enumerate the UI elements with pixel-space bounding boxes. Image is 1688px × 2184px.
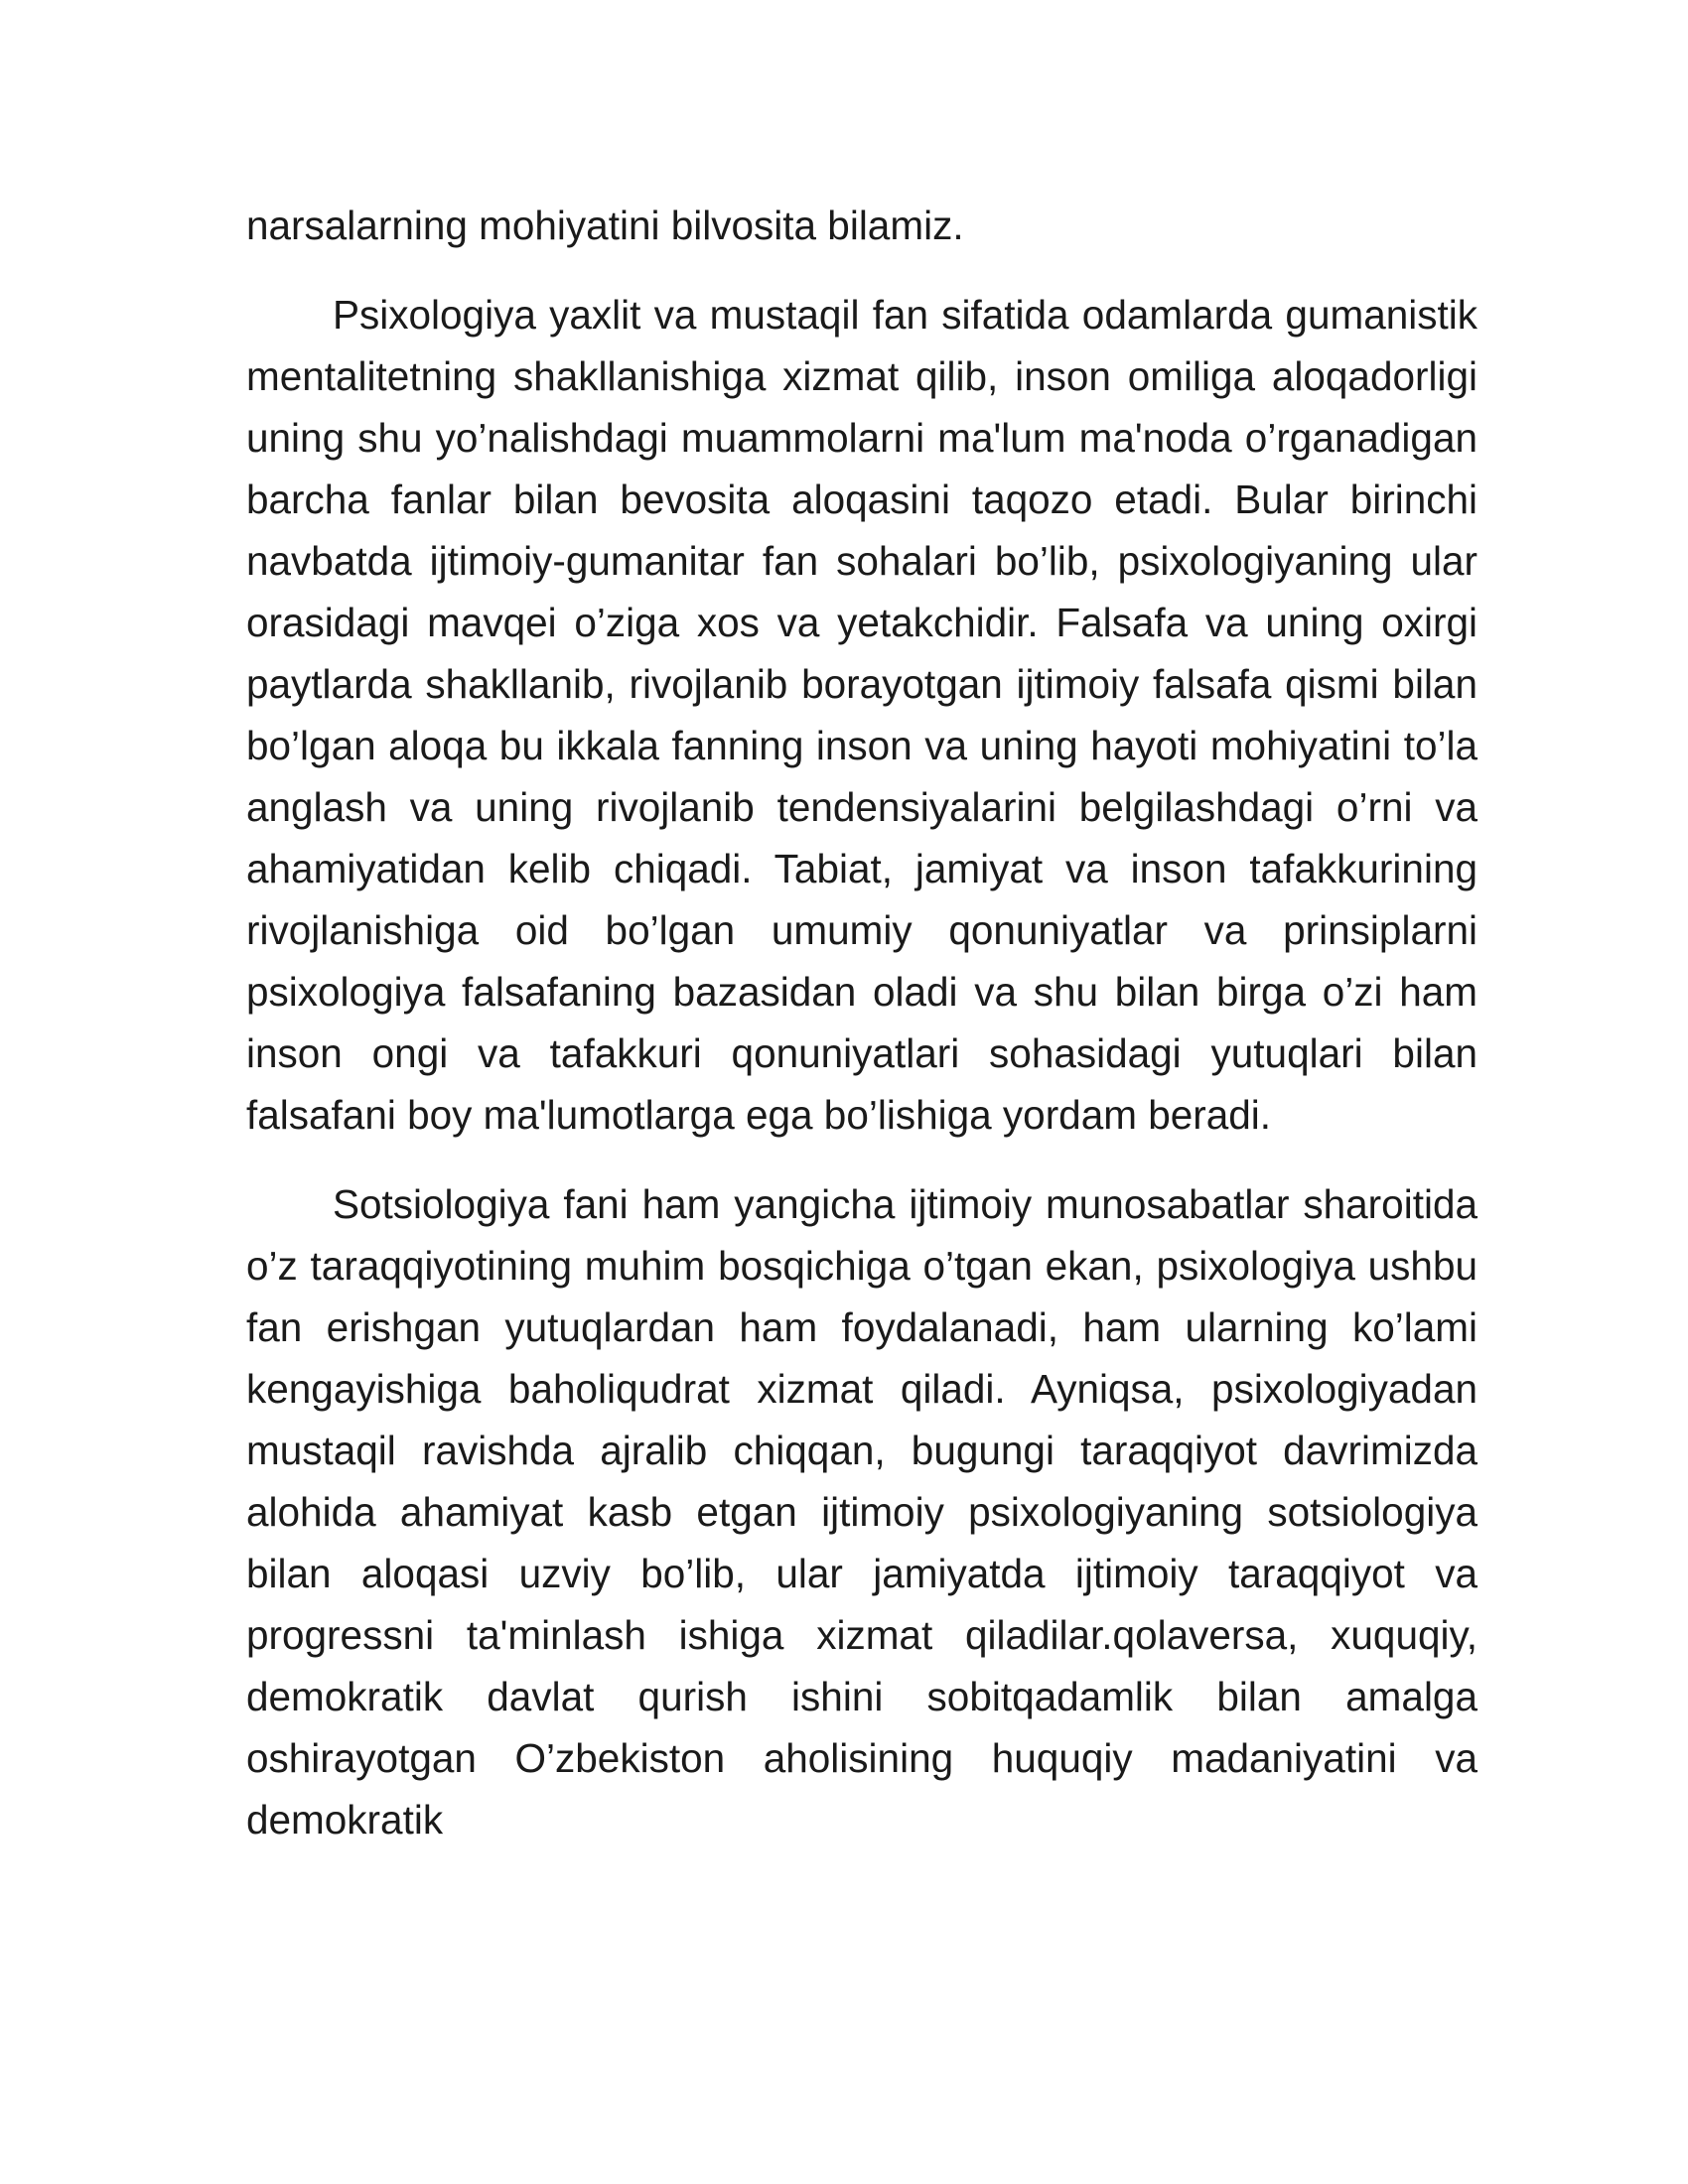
text-body [246,195,1477,1878]
paragraph-sotsiologiya: Sotsiologiya fani ham yangicha ijtimoiy munosabatlar sharoitida o’z taraqqiyotining muhim bosqichiga o’tgan ekan, psixologiya ushbu fan erishgan yutuqlardan ham foydalanadi, ham ularning ko’lami kengayishiga baholiqudrat xizmat qiladi. Ayniqsa, psixologiyadan mustaqil ravishda ajralib chiqqan, bugungi taraqqiyot davrimizda alohida ahamiyat kasb etgan ijtimoiy psixologiyaning sotsiologiya bilan aloqasi uzviy bo’lib, ular jamiyatda ijtimoiy taraqqiyot va progressni ta'minlash ishiga xizmat qiladilar.qolaversa, xuquqiy, demokratik davlat qurish ishini sobitqadamlik bilan amalga oshirayotgan O’zbekiston aholisining huquqiy madaniyatini va demokratik [246,1181,1477,1843]
paragraph-psixologiya: Psixologiya yaxlit va mustaqil fan sifatida odamlarda gumanistik mentalitetning shakllanishiga xizmat qilib, inson omiliga aloqadorligi uning shu yo’nalishdagi muammolarni ma'lum ma'noda o’rganadigan barcha fanlar bilan bevosita aloqasini taqozo etadi. Bular birinchi navbatda ijtimoiy-gumanitar fan sohalari bo’lib, psixologiyaning ular orasidagi mavqei o’ziga xos va yetakchidir. Falsafa va uning oxirgi paytlarda shakllanib, rivojlanib borayotgan ijtimoiy falsafa qismi bilan bo’lgan aloqa bu ikkala fanning inson va uning hayoti mohiyatini to’la anglash va uning rivojlanib tendensiyalarini belgilashdagi o’rni va ahamiyatidan kelib chiqadi. Tabiat, jamiyat va inson tafakkurining rivojlanishiga oid bo’lgan umumiy qonuniyatlar va prinsiplarni psixologiya falsafaning bazasidan oladi va shu bilan birga o’zi ham inson ongi va tafakkuri qonuniyatlari sohasidagi yutuqlari bilan falsafani boy ma'lumotlarga ega bo’lishiga yordam beradi. [246,292,1477,1138]
paragraph-continuation: narsalarning mohiyatini bilvosita bilamiz. [246,203,964,248]
